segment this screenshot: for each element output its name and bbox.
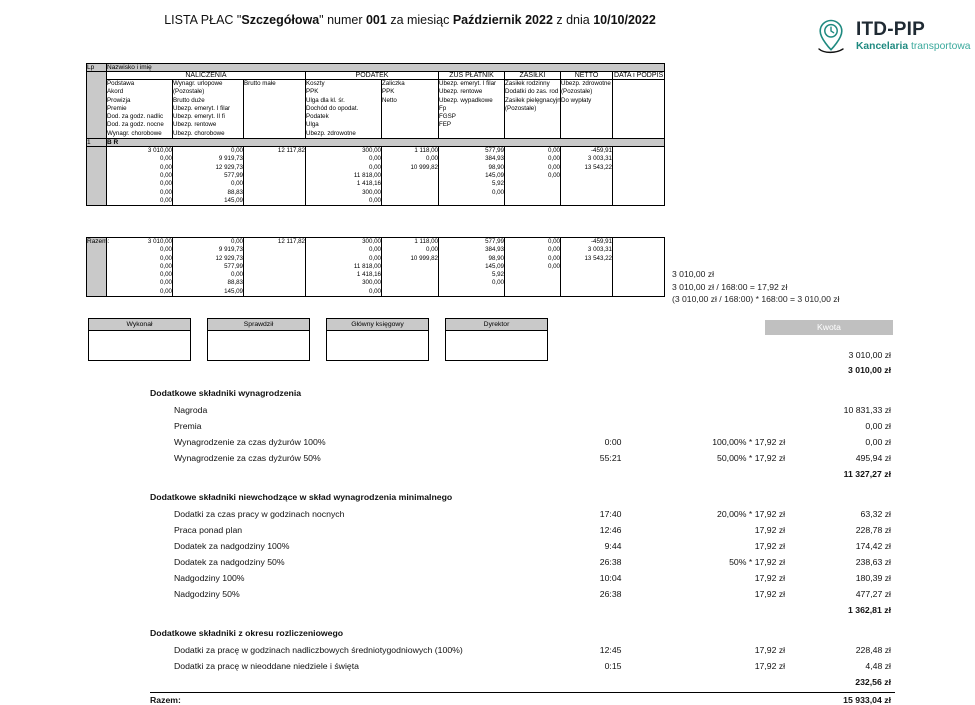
cell-value: 0,00 — [547, 155, 560, 163]
cell-value: 0,00 — [547, 246, 560, 254]
labels-col-2 — [244, 80, 306, 139]
column-label: PPK — [382, 88, 395, 96]
cell-value: 0,00 — [368, 254, 381, 262]
column-label: Brutto duże — [173, 96, 205, 104]
cell-value: 0,00 — [159, 188, 172, 196]
row-rate: 17,92 zł — [754, 573, 786, 583]
cell-value: 145,09 — [485, 262, 504, 270]
cell-value: 0,00 — [368, 155, 381, 163]
breakdown-section — [150, 320, 895, 705]
column-label: Ulga — [306, 121, 319, 129]
group-naliczenia: NALICZENIA — [107, 72, 306, 80]
row-rate: 17,92 zł — [754, 661, 786, 671]
cell-value: -459,91 — [591, 147, 612, 155]
cell-value: 0,00 — [547, 163, 560, 171]
labels-col-1 — [173, 80, 244, 139]
row-rate: 50% * 17,92 zł — [729, 557, 786, 567]
row-rate: 20,00% * 17,92 zł — [717, 509, 786, 519]
column-label: Ubezp. emeryt. I filar — [439, 80, 497, 87]
cell-value: 577,99 — [485, 147, 504, 155]
cell-value: 0,00 — [159, 287, 172, 295]
cell-value: 10 999,82 — [410, 254, 438, 262]
row-amount: 228,78 zł — [855, 525, 891, 535]
values-col-3 — [306, 147, 382, 206]
column-label: Ubezp. rentowe — [439, 88, 483, 96]
signature-label: Sprawdził — [208, 319, 309, 331]
row-label: Dodatki za pracę w nieoddane niedziele i święta — [174, 661, 359, 671]
header-lp: Lp — [87, 64, 107, 72]
breakdown-sections — [150, 385, 895, 690]
row-rate: 17,92 zł — [754, 645, 786, 655]
column-label: Do wypłaty — [561, 96, 592, 104]
section-subtotal: 232,56 zł — [855, 677, 891, 687]
column-label: Premie — [107, 104, 127, 112]
column-label: Dodatki do zas. rod — [505, 88, 559, 96]
title-month: Październik 2022 — [452, 13, 553, 27]
breakdown-row — [150, 522, 895, 538]
breakdown-row — [150, 418, 895, 434]
row-number: 1 — [87, 139, 107, 147]
cell-value: 0,00 — [368, 196, 381, 204]
cell-value: 0,00 — [425, 155, 438, 163]
sum-col-8 — [613, 238, 665, 297]
breakdown-row — [150, 434, 895, 450]
row-time: 55:21 — [599, 453, 622, 463]
group-zasilki: ZASIŁKI — [505, 72, 561, 80]
title-date: 10/10/2022 — [593, 13, 656, 27]
labels-col-8 — [613, 80, 665, 139]
values-col-4 — [382, 147, 439, 206]
row-label: Dodatek za nadgodziny 100% — [174, 541, 290, 551]
cell-value: 384,93 — [485, 155, 504, 163]
cell-value: 12 117,82 — [277, 147, 305, 155]
column-label: Zaliczka — [382, 80, 405, 87]
row-amount: 477,27 zł — [855, 589, 891, 599]
sum-col-4 — [382, 238, 439, 297]
cell-value: 88,83 — [227, 279, 243, 287]
header-name: Nazwisko i imię — [107, 64, 665, 72]
cell-value: 98,90 — [488, 163, 504, 171]
signature-label: Wykonał — [89, 319, 190, 331]
cell-value: 300,00 — [362, 147, 381, 155]
cell-value: 300,00 — [362, 238, 381, 245]
row-label: Nagroda — [174, 405, 208, 415]
calc-line: 3 010,00 zł / 168:00 = 17,92 zł — [672, 281, 788, 292]
calc-line: (3 010,00 zł / 168:00) * 168:00 = 3 010,00 zł — [672, 294, 840, 305]
title-tail: z dnia — [552, 13, 594, 27]
company-logo — [815, 18, 970, 54]
row-amount: 63,32 zł — [860, 509, 891, 519]
cell-value: 88,83 — [227, 188, 243, 196]
table-row-values — [87, 147, 665, 206]
row-amount: 10 831,33 zł — [843, 405, 891, 415]
cell-value: 0,00 — [547, 254, 560, 262]
section-subtotal: 11 327,27 zł — [843, 469, 891, 479]
top-amount-2: 3 010,00 zł — [848, 365, 891, 375]
row-time: 12:45 — [599, 645, 622, 655]
column-label: FEP — [439, 121, 452, 129]
column-label: Ubezp. chorobowe — [173, 129, 225, 137]
section-title: Dodatkowe składniki z okresu rozliczeniowego — [150, 628, 344, 638]
column-label: Zasiłek pielęgnacyjn — [505, 96, 561, 104]
signature-label: Dyrektor — [446, 319, 547, 331]
column-label: Ubezp. rentowe — [173, 121, 217, 129]
signature-label: Główny księgowy — [327, 319, 428, 331]
column-label: Dochód do opodat. — [306, 104, 359, 112]
row-amount: 0,00 zł — [865, 421, 891, 431]
cell-value: 0,00 — [230, 271, 243, 279]
labels-col-0 — [107, 80, 173, 139]
row-rate: 17,92 zł — [754, 541, 786, 551]
hourly-rate-calculation — [672, 268, 839, 306]
kwota-header: Kwota — [765, 320, 893, 335]
row-label: Dodatki za pracę w godzinach nadliczbowych średniotygodniowych (100%) — [174, 645, 463, 655]
cell-value: 5,92 — [491, 271, 504, 279]
row-rate: 100,00% * 17,92 zł — [712, 437, 786, 447]
group-podatek: PODATEK — [306, 72, 439, 80]
sum-col-7 — [561, 238, 613, 297]
cell-value: 0,00 — [230, 238, 243, 245]
cell-value: 12 929,73 — [215, 163, 243, 171]
column-label: (Pozostałe) — [505, 104, 537, 112]
row-amount: 228,48 zł — [855, 645, 891, 655]
cell-value: 13 543,22 — [584, 254, 612, 262]
cell-value: 577,99 — [224, 262, 243, 270]
row-label: Dodatek za nadgodziny 50% — [174, 557, 285, 567]
sum-label: Razem: — [87, 238, 107, 297]
column-label: Brutto małe — [244, 80, 276, 87]
breakdown-row — [150, 642, 895, 658]
row-time: 17:40 — [599, 509, 622, 519]
cell-value: 0,00 — [547, 147, 560, 155]
table-header-labels — [87, 80, 665, 139]
row-label: Nadgodziny 50% — [174, 589, 240, 599]
column-label: Podstawa — [107, 80, 135, 87]
logo-subtitle-bold: Kancelaria — [856, 40, 909, 52]
cell-value: 3 010,00 — [147, 147, 172, 155]
cell-value: 0,00 — [368, 246, 381, 254]
labels-col-4 — [382, 80, 439, 139]
row-time: 0:00 — [604, 437, 622, 447]
column-label: Ubezp. wypadkowe — [439, 96, 493, 104]
column-label: (Pozostałe) — [173, 88, 205, 96]
row-amount: 180,39 zł — [855, 573, 891, 583]
column-label: Netto — [382, 96, 397, 104]
cell-value: 10 999,82 — [410, 163, 438, 171]
cell-value: 0,00 — [159, 254, 172, 262]
values-col-8 — [613, 147, 665, 206]
column-label: Dod. za godz. nocne — [107, 121, 164, 129]
cell-value: 384,93 — [485, 246, 504, 254]
breakdown-row — [150, 402, 895, 418]
row-amount: 238,63 zł — [855, 557, 891, 567]
cell-value: 0,00 — [159, 246, 172, 254]
grand-total-amount: 15 933,04 zł — [843, 695, 891, 705]
column-label: (Pozostałe) — [561, 88, 593, 96]
row-amount: 174,42 zł — [855, 541, 891, 551]
cell-value: 0,00 — [547, 262, 560, 270]
column-label: Wynagr. chorobowe — [107, 129, 162, 137]
row-rate: 50,00% * 17,92 zł — [717, 453, 786, 463]
cell-value: 13 543,22 — [584, 163, 612, 171]
cell-value: 11 818,00 — [353, 262, 381, 270]
cell-value: 577,99 — [224, 171, 243, 179]
row-time: 26:38 — [599, 557, 622, 567]
cell-value: 0,00 — [368, 163, 381, 171]
values-col-0 — [107, 147, 173, 206]
values-col-2 — [244, 147, 306, 206]
column-label: Akord — [107, 88, 124, 96]
cell-value: 11 818,00 — [353, 171, 381, 179]
group-zus-platnik: ZUS PŁATNIK — [439, 72, 505, 80]
cell-value: 145,09 — [224, 196, 243, 204]
breakdown-row — [150, 570, 895, 586]
breakdown-row — [150, 506, 895, 522]
labels-col-6 — [505, 80, 561, 139]
cell-value: 0,00 — [368, 287, 381, 295]
column-label: Koszty — [306, 80, 325, 87]
column-label: Ubezp. zdrowotne — [306, 129, 356, 137]
cell-value: 1 418,16 — [356, 271, 381, 279]
cell-value: 3 010,00 — [147, 238, 172, 245]
cell-value: 0,00 — [159, 271, 172, 279]
cell-value: 0,00 — [159, 171, 172, 179]
breakdown-row — [150, 586, 895, 602]
column-label: FGSP — [439, 113, 456, 121]
row-label: Wynagrodzenie za czas dyżurów 50% — [174, 453, 321, 463]
cell-value: 9 919,73 — [218, 155, 243, 163]
row-lp-blank — [87, 147, 107, 206]
column-label: Ulga dla kl. śr. — [306, 96, 345, 104]
cell-value: 0,00 — [491, 279, 504, 287]
table-header-top — [87, 64, 665, 72]
column-label: Prowizja — [107, 96, 131, 104]
cell-value: 0,00 — [159, 279, 172, 287]
column-label: Podatek — [306, 113, 329, 121]
column-label: Ubezp. emeryt. I filar — [173, 104, 231, 112]
labels-col-7 — [561, 80, 613, 139]
labels-col-3 — [306, 80, 382, 139]
column-label: Fp — [439, 104, 447, 112]
sum-col-6 — [505, 238, 561, 297]
cell-value: 145,09 — [485, 171, 504, 179]
cell-value: 0,00 — [159, 155, 172, 163]
cell-value: 0,00 — [425, 246, 438, 254]
cell-value: 0,00 — [547, 171, 560, 179]
sum-col-2 — [244, 238, 306, 297]
table-row-name — [87, 139, 665, 147]
logo-subtitle-light: transportowa — [908, 40, 971, 52]
sum-col-1 — [173, 238, 244, 297]
values-col-5 — [439, 147, 505, 206]
cell-value: 9 919,73 — [218, 246, 243, 254]
cell-value: 0,00 — [159, 163, 172, 171]
row-time: 12:46 — [599, 525, 622, 535]
sum-col-0 — [107, 238, 173, 297]
column-label: PPK — [306, 88, 319, 96]
group-data-podpis: DATA i PODPIS — [613, 72, 664, 79]
values-col-1 — [173, 147, 244, 206]
row-time: 26:38 — [599, 589, 622, 599]
lp-spacer — [87, 72, 107, 139]
row-time: 10:04 — [599, 573, 622, 583]
section-title: Dodatkowe składniki niewchodzące w skład wynagrodzenia minimalnego — [150, 492, 453, 502]
row-time: 9:44 — [604, 541, 622, 551]
row-rate: 17,92 zł — [754, 525, 786, 535]
row-label: Premia — [174, 421, 202, 431]
grand-total-label: Razem: — [150, 695, 181, 705]
cell-value: 300,00 — [362, 188, 381, 196]
column-label: Ubezp. zdrowotne — [561, 80, 611, 87]
cell-value: 300,00 — [362, 279, 381, 287]
cell-value: -459,91 — [591, 238, 612, 245]
row-amount: 495,94 zł — [855, 453, 891, 463]
grand-total-row — [150, 692, 895, 705]
title-kind: Szczegółowa — [241, 13, 320, 27]
row-employee-name: B R — [107, 139, 665, 147]
cell-value: 0,00 — [230, 180, 243, 188]
cell-value: 1 418,16 — [356, 180, 381, 188]
cell-value: 98,90 — [488, 254, 504, 262]
top-amount-1: 3 010,00 zł — [848, 350, 891, 360]
payroll-detail-table — [86, 63, 665, 206]
cell-value: 12 117,82 — [277, 238, 305, 245]
breakdown-row — [150, 538, 895, 554]
breakdown-row — [150, 554, 895, 570]
cell-value: 12 929,73 — [215, 254, 243, 262]
cell-value: 0,00 — [230, 147, 243, 155]
cell-value: 577,99 — [485, 238, 504, 245]
section-title: Dodatkowe składniki wynagrodzenia — [150, 388, 302, 398]
page-title — [150, 12, 670, 28]
sum-row — [87, 238, 665, 297]
sum-col-5 — [439, 238, 505, 297]
cell-value: 145,09 — [224, 287, 243, 295]
cell-value: 1 118,00 — [414, 238, 438, 245]
cell-value: 0,00 — [159, 196, 172, 204]
labels-col-5 — [439, 80, 505, 139]
row-rate: 17,92 zł — [754, 589, 786, 599]
cell-value: 3 003,31 — [587, 155, 612, 163]
title-pre: LISTA PŁAC " — [164, 13, 242, 27]
row-label: Praca ponad plan — [174, 525, 243, 535]
title-mid2: za miesiąc — [386, 13, 453, 27]
table-header-groups — [87, 72, 665, 80]
title-number: 001 — [365, 13, 387, 27]
row-amount: 4,48 zł — [865, 661, 891, 671]
cell-value: 0,00 — [547, 238, 560, 245]
location-pin-clock-icon — [815, 18, 849, 54]
breakdown-row — [150, 658, 895, 674]
logo-title: ITD-PIP — [856, 18, 925, 40]
cell-value: 3 003,31 — [587, 246, 612, 254]
row-amount: 0,00 zł — [865, 437, 891, 447]
section-subtotal: 1 362,81 zł — [848, 605, 891, 615]
column-label: Dod. za godz. nadlic — [107, 113, 164, 121]
cell-value: 0,00 — [159, 262, 172, 270]
calc-line: 3 010,00 zł — [672, 269, 715, 279]
row-label: Nadgodziny 100% — [174, 573, 245, 583]
row-time: 0:15 — [604, 661, 622, 671]
row-label: Dodatki za czas pracy w godzinach nocnych — [174, 509, 345, 519]
column-label: Wynagr. urlopowe — [173, 80, 223, 87]
breakdown-row — [150, 450, 895, 466]
group-netto: NETTO — [561, 72, 613, 80]
column-label: Ubezp. emeryt. II fi — [173, 113, 225, 121]
sum-col-3 — [306, 238, 382, 297]
cell-value: 0,00 — [159, 180, 172, 188]
values-col-7 — [561, 147, 613, 206]
cell-value: 1 118,00 — [414, 147, 438, 155]
payroll-sum-table — [86, 237, 665, 297]
row-label: Wynagrodzenie za czas dyżurów 100% — [174, 437, 326, 447]
cell-value: 5,92 — [491, 180, 504, 188]
cell-value: 0,00 — [491, 188, 504, 196]
column-label: Zasiłek rodzinny — [505, 80, 550, 87]
title-mid: " numer — [319, 13, 366, 27]
values-col-6 — [505, 147, 561, 206]
